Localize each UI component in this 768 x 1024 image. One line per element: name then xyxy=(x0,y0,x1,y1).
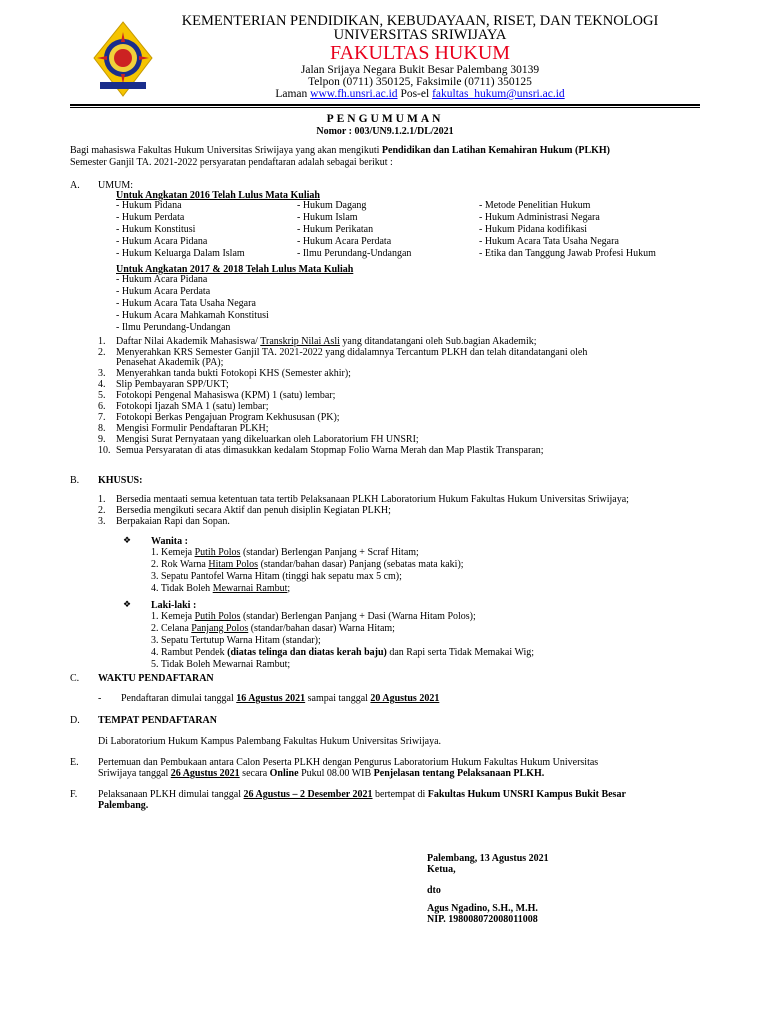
req-text: Slip Pembayaran SPP/UKT; xyxy=(116,379,229,390)
document-title: PENGUMUMAN xyxy=(326,113,444,125)
signature-dto: dto xyxy=(427,885,441,896)
text: Pendaftaran dimulai tanggal xyxy=(121,693,237,704)
req-num: 10. xyxy=(98,445,111,456)
req-text: Mengisi Formulir Pendaftaran PLKH; xyxy=(116,423,269,434)
list-item xyxy=(151,547,464,559)
list-item: - Ilmu Perundang-Undangan xyxy=(116,322,231,333)
item-underline: Putih Polos xyxy=(194,547,241,558)
wanita-list xyxy=(151,547,464,595)
item-num: 2. xyxy=(98,505,106,516)
list-item xyxy=(98,516,708,527)
list-item: - Ilmu Perundang-Undangan xyxy=(297,248,412,259)
list-item: - Hukum Islam xyxy=(297,212,358,223)
item-text: Bersedia mengikuti secara Aktif dan penuh disiplin Kegiatan PLKH; xyxy=(116,505,391,516)
start-date: 16 Agustus 2021 xyxy=(236,693,306,704)
item-num: 1. xyxy=(98,494,106,505)
text: sampai tanggal xyxy=(305,693,371,704)
req-num: 5. xyxy=(98,390,106,401)
signature-role: Ketua, xyxy=(427,864,456,875)
list-item: - Hukum Acara Perdata xyxy=(297,236,392,247)
list-item: - Hukum Acara Perdata xyxy=(116,286,211,297)
list-item xyxy=(98,445,698,456)
explanation-bold: Penjelasan tentang Pelaksanaan PLKH. xyxy=(373,768,545,779)
item-underline: Panjang Polos xyxy=(191,623,249,634)
university-logo-icon xyxy=(90,20,156,100)
section-e-line2 xyxy=(98,768,544,780)
list-item: - Hukum Pidana xyxy=(116,200,182,211)
req-text: Fotokopi Ijazah SMA 1 (satu) lembar; xyxy=(116,401,269,412)
item-text: dan Rapi serta Tidak Memakai Wig; xyxy=(386,647,535,658)
req-num: 9. xyxy=(98,434,106,445)
signature-name: Agus Ngadino, S.H., M.H. xyxy=(427,903,538,914)
req-num: 7. xyxy=(98,412,106,423)
web-prefix: Laman xyxy=(275,88,308,100)
list-item: - Metode Penelitian Hukum xyxy=(479,200,591,211)
list-item: - Hukum Administrasi Negara xyxy=(479,212,600,223)
list-item xyxy=(98,412,698,423)
section-c-letter: C. xyxy=(70,673,80,684)
item-underline: Putih Polos xyxy=(194,611,241,622)
list-item: - Hukum Dagang xyxy=(297,200,367,211)
list-item: 3. Sepatu Tertutup Warna Hitam (standar); xyxy=(151,635,321,646)
list-item: 3. Sepatu Pantofel Warna Hitam (tinggi hak sepatu max 5 cm); xyxy=(151,571,402,582)
req-text: Menyerahkan tanda bukti Fotokopi KHS (Semester akhir); xyxy=(116,368,351,379)
item-text: 1. Kemeja xyxy=(151,611,195,622)
item-text: 2. Celana xyxy=(151,623,192,634)
university-name: UNIVERSITAS SRIWIJAYA xyxy=(333,27,507,43)
course-list-col2 xyxy=(297,200,411,260)
req-text: Mengisi Surat Pernyataan yang dikeluarkan oleh Laboratorium FH UNSRI; xyxy=(116,434,419,445)
laki-list xyxy=(151,611,534,671)
req-text: Semua Persyaratan di atas dimasukkan kedalam Stopmap Folio Warna Merah dan Map Plastik Transparan; xyxy=(116,445,544,456)
item-num: 3. xyxy=(98,516,106,527)
list-item xyxy=(98,390,698,401)
section-a-sub-2017: Untuk Angkatan 2017 & 2018 Telah Lulus Mata Kuliah xyxy=(116,264,354,275)
list-item: - Hukum Pidana kodifikasi xyxy=(479,224,588,235)
section-d-text: Di Laboratorium Hukum Kampus Palembang Fakultas Hukum Universitas Sriwijaya. xyxy=(98,736,442,747)
req-text: yang ditandatangani oleh Sub.bagian Akademik; xyxy=(339,336,537,347)
list-item: - Etika dan Tanggung Jawab Profesi Hukum xyxy=(479,248,656,259)
list-item xyxy=(98,379,698,390)
website-link[interactable]: www.fh.unsri.ac.id xyxy=(310,88,398,100)
section-a-letter: A. xyxy=(70,180,80,191)
list-item xyxy=(151,611,534,623)
section-b-list xyxy=(98,494,708,527)
signature-place-date: Palembang, 13 Agustus 2021 xyxy=(427,853,549,864)
section-b-letter: B. xyxy=(70,475,80,486)
list-item xyxy=(98,401,698,412)
email-prefix: Pos-el xyxy=(400,88,430,100)
wanita-label: Wanita : xyxy=(151,536,188,547)
item-underline: Mewarnai Rambut xyxy=(212,583,288,594)
header-divider-thick xyxy=(70,104,700,106)
intro-line-1 xyxy=(70,145,700,157)
course-list-col3 xyxy=(479,200,656,260)
list-item xyxy=(151,623,534,635)
end-date: 20 Agustus 2021 xyxy=(370,693,440,704)
list-item xyxy=(151,583,464,595)
faculty-name: FAKULTAS HUKUM xyxy=(329,42,511,64)
item-text: (standar/bahan dasar) Panjang (sebatas mata kaki); xyxy=(258,559,464,570)
req-item-2-line1: Menyerahkan KRS Semester Ganjil TA. 2021-2022 yang didalamnya Tercantum PLKH dan telah ditandatangani oleh xyxy=(116,347,588,358)
list-item xyxy=(151,647,534,659)
document-number: Nomor : 003/UN9.1.2.1/DL/2021 xyxy=(316,126,454,137)
req-item-2-line2: Penasehat Akademik (PA); xyxy=(116,357,224,368)
req-num: 6. xyxy=(98,401,106,412)
text: Sriwijaya tanggal xyxy=(98,768,171,779)
section-a-sub-2016: Untuk Angkatan 2016 Telah Lulus Mata Kuliah xyxy=(116,190,320,201)
phone: Telpon (0711) 350125, Faksimile (0711) 350125 xyxy=(308,76,532,88)
item-text: 4. Tidak Boleh xyxy=(151,583,213,594)
meeting-date: 26 Agustus 2021 xyxy=(170,768,240,779)
list-item: - Hukum Acara Tata Usaha Negara xyxy=(116,298,256,309)
diamond-bullet-icon: ❖ xyxy=(123,600,132,610)
list-item xyxy=(98,423,698,434)
item-text: 2. Rok Warna xyxy=(151,559,209,570)
ministry-name: KEMENTERIAN PENDIDIKAN, KEBUDAYAAN, RISET, DAN TEKNOLOGI xyxy=(181,13,659,29)
item-text: (standar) Berlengan Panjang + Dasi (Warna Hitam Polos); xyxy=(240,611,476,622)
item-text: (standar/bahan dasar) Warna Hitam; xyxy=(248,623,395,634)
item-text: Berpakaian Rapi dan Sopan. xyxy=(116,516,230,527)
section-f-letter: F. xyxy=(70,789,78,800)
list-item: - Hukum Acara Pidana xyxy=(116,236,208,247)
req-text: Fotokopi Pengenal Mahasiswa (KPM) 1 (satu) lembar; xyxy=(116,390,336,401)
section-e-letter: E. xyxy=(70,757,79,768)
item-text: Bersedia mentaati semua ketentuan tata tertib Pelaksanaan PLKH Laboratorium Hukum Fakultas Hukum Universitas Sriwijaya; xyxy=(116,494,629,505)
intro-text: Bagi mahasiswa Fakultas Hukum Universitas Sriwijaya yang akan mengikuti xyxy=(70,145,382,156)
req-num: 8. xyxy=(98,423,106,434)
email-link[interactable]: fakultas_hukum@unsri.ac.id xyxy=(432,88,565,100)
list-item: - Hukum Acara Mahkamah Konstitusi xyxy=(116,310,269,321)
section-c-text xyxy=(121,693,439,705)
list-item: - Hukum Perdata xyxy=(116,212,185,223)
req-items-3-10 xyxy=(98,368,698,456)
header-divider-thin xyxy=(70,107,700,108)
item-bold: (diatas telinga dan diatas kerah baju) xyxy=(227,647,387,658)
address: Jalan Srijaya Negara Bukit Besar Palembang 30139 xyxy=(300,64,540,76)
item-text: 4. Rambut Pendek xyxy=(151,647,228,658)
section-c-dash: - xyxy=(98,693,102,704)
location-bold: Fakultas Hukum UNSRI Kampus Bukit Besar xyxy=(427,789,626,800)
section-b-heading: KHUSUS: xyxy=(98,475,143,486)
req-num: 1. xyxy=(98,336,106,347)
list-item: - Hukum Perikatan xyxy=(297,224,374,235)
intro-bold: Pendidikan dan Latihan Kemahiran Hukum (PLKH) xyxy=(381,145,611,156)
list-item: - Hukum Konstitusi xyxy=(116,224,196,235)
text: bertempat di xyxy=(372,789,428,800)
diamond-bullet-icon: ❖ xyxy=(123,536,132,546)
item-text: (standar) Berlengan Panjang + Scraf Hitam; xyxy=(240,547,419,558)
item-text: ; xyxy=(287,583,291,594)
req-text: Fotokopi Berkas Pengajuan Program Kekhususan (PK); xyxy=(116,412,340,423)
item-text: 1. Kemeja xyxy=(151,547,195,558)
list-item: - Hukum Keluarga Dalam Islam xyxy=(116,248,245,259)
req-underline: Transkrip Nilai Asli xyxy=(260,336,340,347)
item-underline: Hitam Polos xyxy=(208,559,259,570)
req-num: 2. xyxy=(98,347,106,358)
online-bold: Online xyxy=(269,768,299,779)
text: Pukul 08.00 WIB xyxy=(298,768,374,779)
section-a-heading: UMUM: xyxy=(98,180,134,191)
req-num: 4. xyxy=(98,379,106,390)
section-e-line1: Pertemuan dan Pembukaan antara Calon Peserta PLKH dengan Pengurus Laboratorium Hukum Fakultas Hukum Universitas xyxy=(98,757,599,768)
list-item xyxy=(98,505,708,516)
text: secara xyxy=(239,768,270,779)
course-list-2017 xyxy=(116,274,269,334)
list-item xyxy=(98,494,708,505)
laki-label: Laki-laki : xyxy=(151,600,197,611)
section-d-letter: D. xyxy=(70,715,80,726)
list-item xyxy=(98,434,698,445)
req-text: Daftar Nilai Akademik Mahasiswa/ xyxy=(116,336,261,347)
section-f-line1 xyxy=(98,789,626,801)
section-f-line2: Palembang. xyxy=(98,800,149,811)
section-d-heading: TEMPAT PENDAFTARAN xyxy=(98,715,217,726)
signature-nip: NIP. 198008072008011008 xyxy=(427,914,538,925)
web-email-line xyxy=(160,88,680,100)
text: Pelaksanaan PLKH dimulai tanggal xyxy=(98,789,244,800)
list-item: - Hukum Acara Pidana xyxy=(116,274,208,285)
list-item: 5. Tidak Boleh Mewarnai Rambut; xyxy=(151,659,291,670)
list-item: - Hukum Acara Tata Usaha Negara xyxy=(479,236,619,247)
list-item xyxy=(98,368,698,379)
course-list-col1 xyxy=(116,200,245,260)
section-c-heading: WAKTU PENDAFTARAN xyxy=(98,673,214,684)
intro-line-2: Semester Ganjil TA. 2021-2022 persyaratan pendaftaran adalah sebagai berikut : xyxy=(70,157,393,168)
req-num: 3. xyxy=(98,368,106,379)
period-dates: 26 Agustus – 2 Desember 2021 xyxy=(243,789,373,800)
list-item xyxy=(151,559,464,571)
